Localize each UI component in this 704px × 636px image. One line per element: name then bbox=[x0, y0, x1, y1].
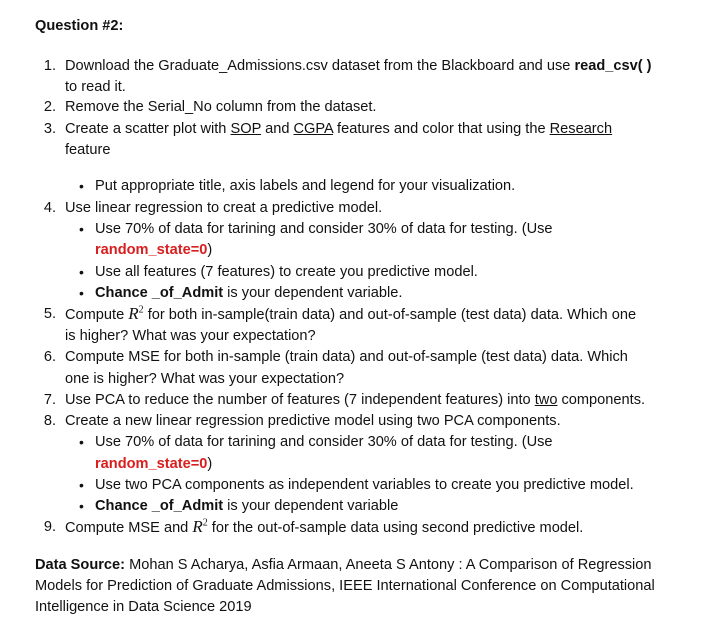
item-2-text: Remove the Serial_No column from the dataset. bbox=[65, 99, 377, 115]
item-5-line-2: is higher? What was your expectation? bbox=[65, 328, 316, 344]
data-source-line-3: Intelligence in Data Science 2019 bbox=[35, 599, 252, 615]
item-5-text: Compute bbox=[65, 307, 129, 323]
item-number-2: 2. bbox=[43, 99, 56, 115]
item-7-text: Use PCA to reduce the number of features (7 independent features) into bbox=[65, 392, 535, 408]
bullet-4-1: • bbox=[79, 221, 84, 237]
item-4-bullet-1-line-2 bbox=[95, 240, 212, 260]
item-4-bullet-1-line-1: Use 70% of data for tarining and consider 30% of data for testing. (Use bbox=[95, 221, 553, 237]
data-source-label: Data Source: bbox=[35, 557, 126, 573]
item-number-8: 8. bbox=[43, 413, 56, 429]
item-9-text: Compute MSE and bbox=[65, 520, 193, 536]
item-1-text: Download the Graduate_Admissions.csv dataset from the Blackboard and use bbox=[65, 58, 575, 74]
bullet-3-1: • bbox=[79, 178, 84, 194]
item-1-line-1 bbox=[65, 56, 652, 76]
item-number-6: 6. bbox=[43, 349, 56, 365]
item-6-line-2: one is higher? What was your expectation? bbox=[65, 371, 345, 387]
item-9-text-2: for the out-of-sample data using second predictive model. bbox=[207, 520, 584, 536]
cgpa-feature: CGPA bbox=[293, 121, 333, 137]
item-number-7: 7. bbox=[43, 392, 56, 408]
r-squared-symbol bbox=[128, 304, 143, 323]
item-3-and: and bbox=[261, 121, 294, 137]
random-state-param: random_state=0 bbox=[95, 242, 208, 258]
question-title: Question #2: bbox=[35, 18, 124, 34]
two-emphasis: two bbox=[534, 392, 558, 408]
r-squared-symbol-2 bbox=[192, 517, 207, 536]
item-number-9: 9. bbox=[43, 519, 56, 535]
item-5-line-1 bbox=[65, 304, 636, 325]
item-3-line-2: feature bbox=[65, 142, 111, 158]
item-8-bullet-3-text: is your dependent variable bbox=[223, 498, 399, 514]
item-number-3: 3. bbox=[43, 121, 56, 137]
dependent-variable-name: Chance _of_Admit bbox=[95, 285, 224, 301]
item-7-line-1 bbox=[65, 390, 645, 410]
data-source-text-1: Mohan S Acharya, Asfia Armaan, Aneeta S Antony : A Comparison of Regression bbox=[125, 557, 652, 573]
item-4-bullet-3 bbox=[95, 283, 402, 303]
bullet-8-3: • bbox=[79, 498, 84, 514]
data-source-line-1 bbox=[35, 555, 652, 575]
item-3-line-1 bbox=[65, 119, 612, 139]
item-8-text: Create a new linear regression predictive model using two PCA components. bbox=[65, 413, 561, 429]
item-3-text-2: features and color that using the bbox=[333, 121, 550, 137]
bullet-4-2: • bbox=[79, 264, 84, 280]
item-4-text: Use linear regression to creat a predictive model. bbox=[65, 200, 383, 216]
data-source-line-2: Models for Prediction of Graduate Admissions, IEEE International Conference on Computational bbox=[35, 578, 655, 594]
item-3-bullet-1: Put appropriate title, axis labels and legend for your visualization. bbox=[95, 178, 516, 194]
squared-exponent: 2 bbox=[138, 304, 144, 316]
bullet-8-2: • bbox=[79, 477, 84, 493]
closing-paren-2: ) bbox=[207, 456, 213, 472]
item-7-text-2: components. bbox=[557, 392, 646, 408]
item-4-bullet-2: Use all features (7 features) to create you predictive model. bbox=[95, 264, 478, 280]
item-6-line-1: Compute MSE for both in-sample (train data) and out-of-sample (test data) data. Which bbox=[65, 349, 628, 365]
item-1-line-2: to read it. bbox=[65, 79, 126, 95]
item-number-4: 4. bbox=[43, 200, 56, 216]
squared-exponent-2: 2 bbox=[202, 517, 208, 529]
item-8-bullet-1-line-1: Use 70% of data for tarining and consider 30% of data for testing. (Use bbox=[95, 434, 553, 450]
item-number-1: 1. bbox=[43, 58, 56, 74]
item-8-bullet-3 bbox=[95, 496, 398, 516]
sop-feature: SOP bbox=[230, 121, 262, 137]
r-letter-2: R bbox=[192, 517, 203, 536]
research-feature: Research bbox=[549, 121, 613, 137]
item-9-line-1 bbox=[65, 517, 583, 538]
closing-paren: ) bbox=[207, 242, 213, 258]
random-state-param-2: random_state=0 bbox=[95, 456, 208, 472]
item-8-bullet-2: Use two PCA components as independent variables to create you predictive model. bbox=[95, 477, 634, 493]
item-4-bullet-3-text: is your dependent variable. bbox=[223, 285, 403, 301]
read-csv-function: read_csv( ) bbox=[574, 58, 652, 74]
item-number-5: 5. bbox=[43, 306, 56, 322]
item-8-bullet-1-line-2 bbox=[95, 454, 212, 474]
bullet-4-3: • bbox=[79, 285, 84, 301]
dependent-variable-name-2: Chance _of_Admit bbox=[95, 498, 224, 514]
item-5-text-2: for both in-sample(train data) and out-of-sample (test data) data. Which one bbox=[143, 307, 637, 323]
bullet-8-1: • bbox=[79, 434, 84, 450]
r-letter: R bbox=[128, 304, 139, 323]
item-3-text: Create a scatter plot with bbox=[65, 121, 231, 137]
